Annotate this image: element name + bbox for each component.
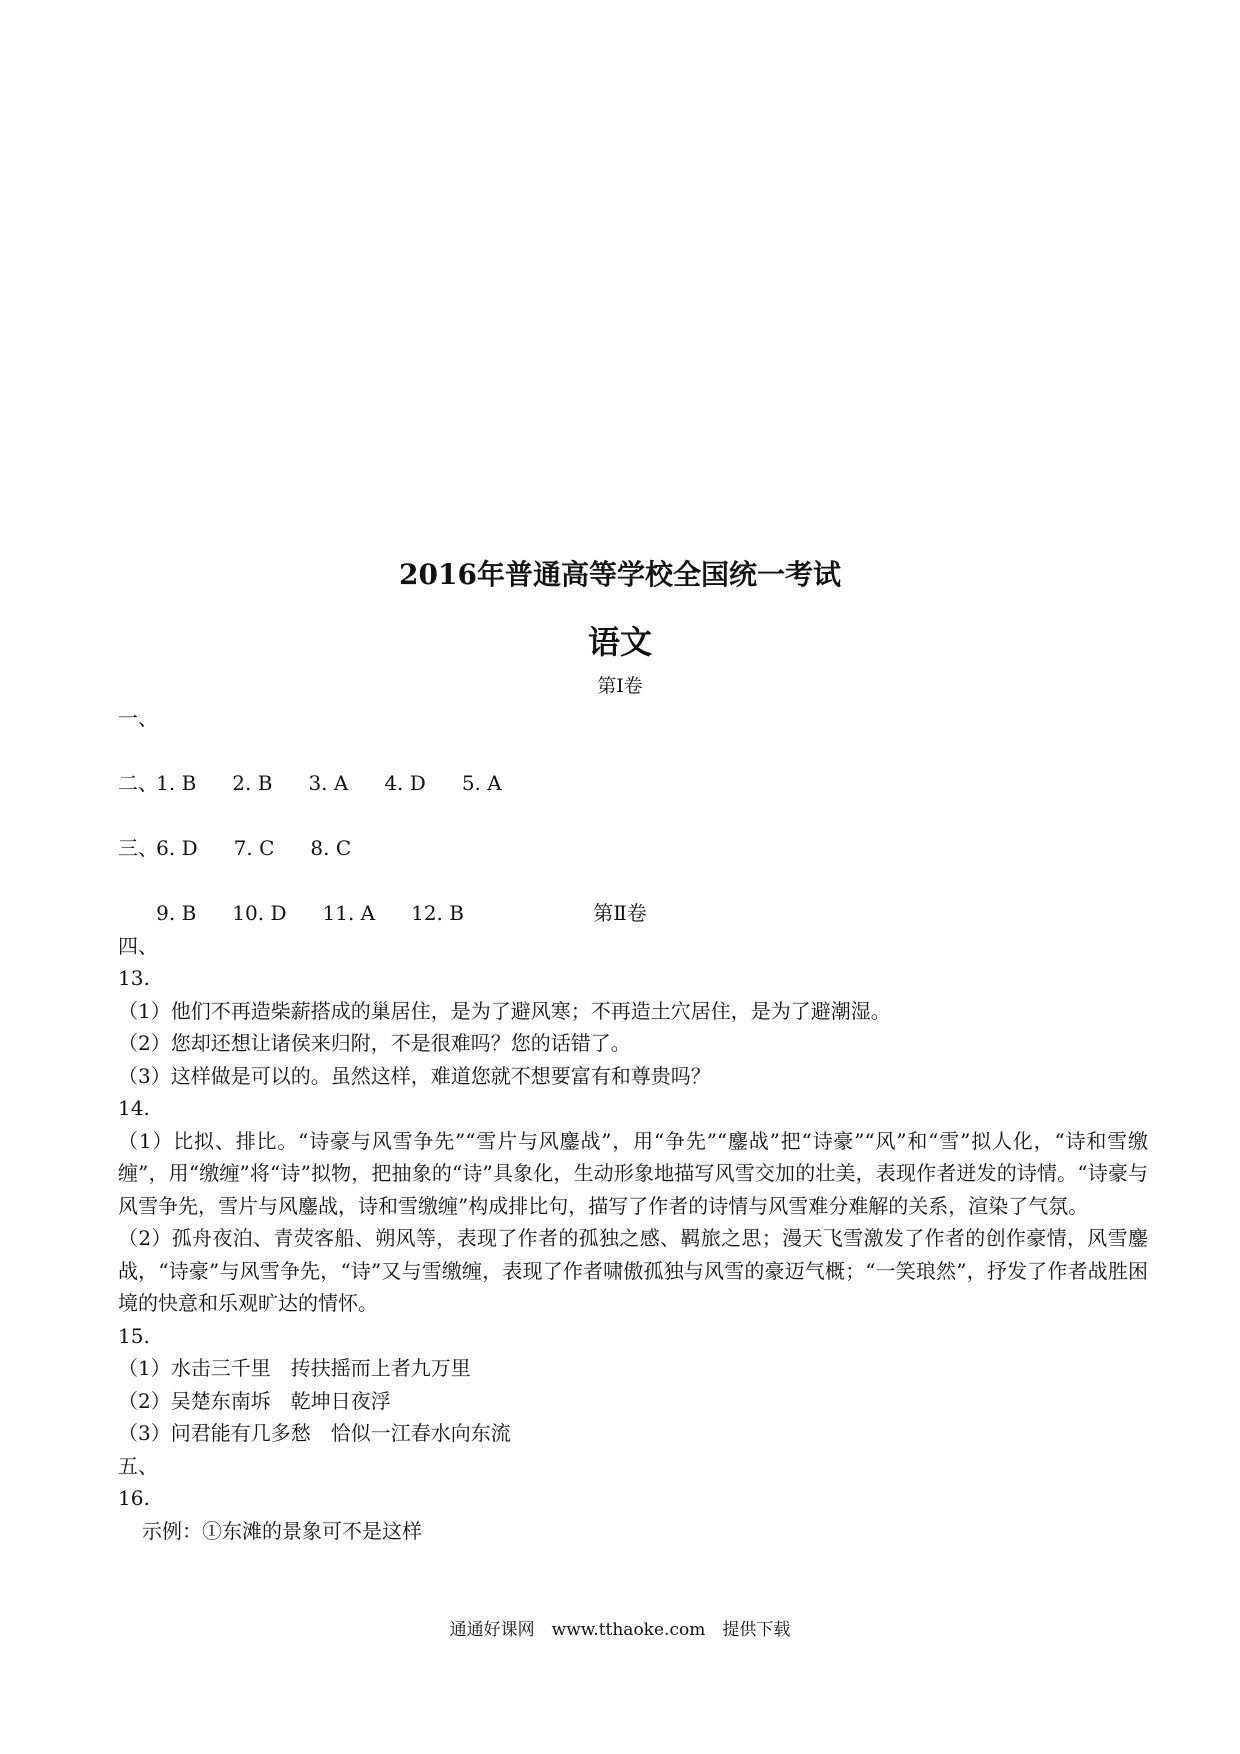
question-13-answer-2: （2）您却还想让诸侯来归附，不是很难吗？您的话错了。 (118, 1031, 631, 1055)
question-15-answer-3: （3）问君能有几多愁 恰似一江春水向东流 (118, 1421, 511, 1445)
answer-item: 9. B (156, 901, 197, 925)
answer-item: 11. A (322, 901, 376, 925)
answer-item: 7. C (233, 836, 275, 860)
question-14-answer-2: （2）孤舟夜泊、青荧客船、朔风等，表现了作者的孤独之感、羁旅之思；漫天飞雪激发了作者的创作豪情，风雪鏖战，“诗豪”与风雪争先，“诗”又与雪缴缠，表现了作者啸傲孤独与风雪的豪迈气概；“一笑琅然”，抒发了作者战胜困境的快意和乐观旷达的情怀。 (118, 1226, 1148, 1315)
volume-1-heading: 第Ⅰ卷 (597, 675, 643, 697)
answer-item: 2. B (232, 771, 273, 795)
section-5-heading: 五、 (118, 1453, 158, 1478)
question-15-answer-2: （2）吴楚东南坼 乾坤日夜浮 (118, 1388, 391, 1413)
answer-item: 8. C (310, 836, 352, 860)
section-2-answers (118, 800, 1148, 860)
answer-item: 12. B (411, 901, 464, 925)
subject-heading: 语文 (587, 623, 652, 661)
answer-item: 3. A (308, 771, 349, 795)
answer-item: 10. D (232, 901, 287, 925)
footer-source: 通通好课网 www.tthaoke.com 提供下载 (449, 1620, 791, 1640)
answer-content (118, 702, 1148, 1547)
answer-item: 6. D (156, 836, 198, 860)
volume-2-heading: 第Ⅱ卷 (593, 901, 647, 925)
question-13-answer-3: （3）这样做是可以的。虽然这样，难道您就不想要富有和尊贵吗？ (118, 1063, 711, 1088)
question-13-answer-1: （1）他们不再造柴薪搭成的巢居住，是为了避风寒；不再造土穴居住，是为了避潮湿。 (118, 998, 891, 1023)
answer-item: 4. D (384, 771, 426, 795)
question-14-number: 14. (118, 1096, 150, 1120)
question-15-number: 15. (118, 1323, 150, 1348)
section-3-heading: 三、 (118, 836, 158, 860)
section-1-answers (118, 735, 1148, 795)
question-16-example: 示例：①东滩的景象可不是这样 (142, 1518, 422, 1543)
section-4-heading: 四、 (118, 933, 158, 958)
question-14-answer-1: （1）比拟、排比。“诗豪与风雪争先”“雪片与风鏖战”，用“争先”“鏖战”把“诗豪”“风”和“雪”拟人化，“诗和雪缴缠”，用“缴缠”将“诗”拟物，把抽象的“诗”具象化，生动形象地描写风雪交加的壮美，表现作者迸发的诗情。“诗豪与风雪争先，雪片与风鏖战，诗和雪缴缠”构成排比句，描写了作者的诗情与风雪难分难解的关系，渲染了气氛。 (118, 1128, 1148, 1218)
answer-item: 1. B (156, 771, 197, 795)
question-13-number: 13. (118, 966, 150, 990)
section-2-heading: 二、 (118, 771, 158, 795)
section-1-heading: 一、 (118, 706, 158, 730)
question-16-number: 16. (118, 1486, 150, 1510)
exam-title: 2016年普通高等学校全国统一考试 (399, 558, 841, 591)
question-15-answer-1: （1）水击三千里 抟扶摇而上者九万里 (118, 1356, 471, 1380)
answer-item: 5. A (461, 771, 502, 795)
